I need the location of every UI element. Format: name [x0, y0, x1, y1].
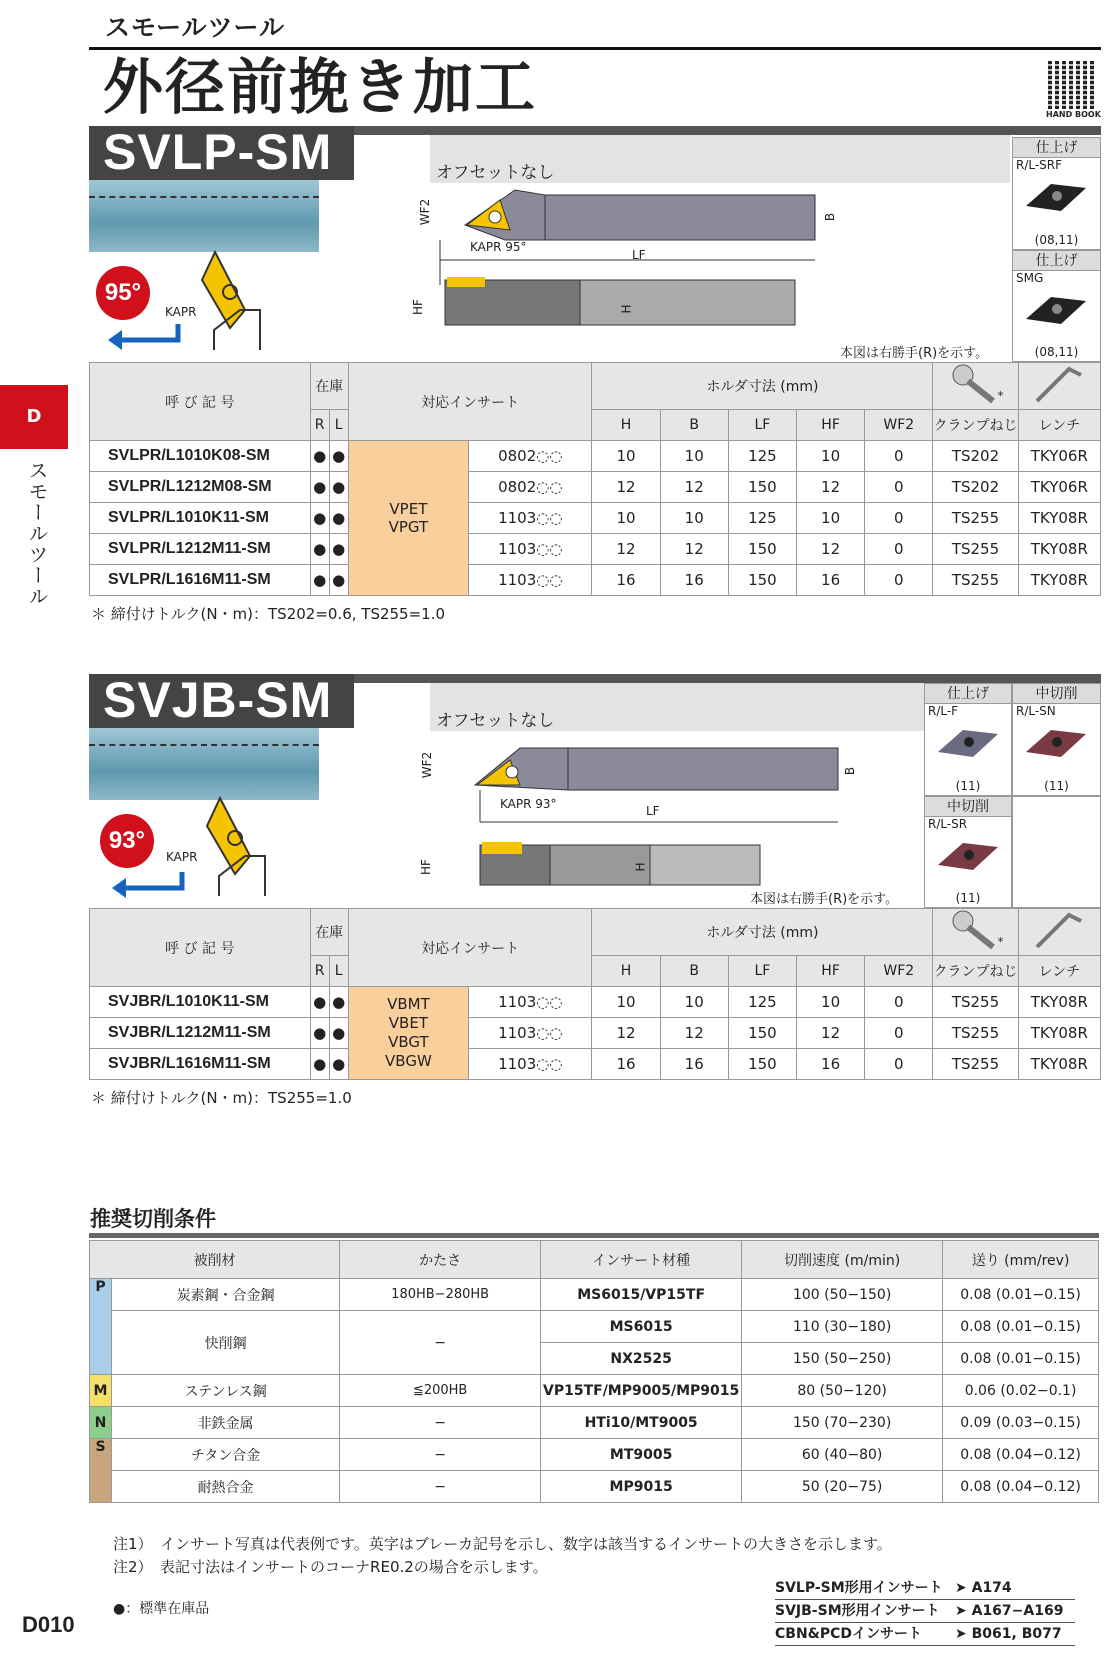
insert-photo-icon — [933, 722, 1003, 762]
category-m: M — [90, 1375, 112, 1407]
clamp-val: TS255 — [933, 534, 1018, 565]
col-b: B — [660, 956, 728, 987]
dim-b-val: 10 — [660, 441, 728, 472]
clamp-val: TS255 — [933, 565, 1018, 596]
dim-h-val: 16 — [592, 1049, 660, 1080]
insert-size-code: 1103◌◌ — [469, 565, 592, 596]
dim-lf: LF — [646, 804, 660, 818]
table-row[interactable] — [90, 1439, 1099, 1471]
material: 炭素鋼・合金鋼 — [112, 1279, 340, 1311]
dim-b: B — [823, 212, 838, 222]
stock-l: ● — [329, 503, 348, 534]
reference-label: CBN&PCDインサート — [775, 1626, 923, 1642]
dim-h-val: 10 — [592, 987, 660, 1018]
stock-r: ● — [310, 534, 329, 565]
col-wrench: レンチ — [1018, 410, 1100, 441]
category-p: P — [90, 1279, 112, 1375]
insert-types: VPET VPGT — [348, 441, 468, 596]
torque-footnote: ＊ 締付けトルク(N・m)：TS202=0.6, TS255=1.0 — [91, 605, 446, 623]
dim-b-val: 12 — [660, 1018, 728, 1049]
wrench-val: TKY08R — [1018, 1049, 1100, 1080]
dim-b-val: 16 — [660, 565, 728, 596]
stock-r: ● — [310, 441, 329, 472]
dim-h-val: 10 — [592, 441, 660, 472]
dim-wf2-val: 0 — [865, 441, 933, 472]
feed: 0.08 (0.04−0.12) — [943, 1471, 1099, 1503]
col-r: R — [310, 410, 329, 441]
hardness: − — [340, 1439, 541, 1471]
dim-hf-val: 10 — [797, 441, 865, 472]
stock-r: ● — [310, 503, 329, 534]
holder-drawing — [405, 185, 845, 355]
hardness: 180HB−280HB — [340, 1279, 541, 1311]
dim-hf-val: 16 — [797, 1049, 865, 1080]
col-speed: 切削速度 (m/min) — [742, 1241, 943, 1279]
stock-l: ● — [329, 987, 348, 1018]
dim-b-val: 10 — [660, 503, 728, 534]
table-row[interactable] — [90, 1311, 1099, 1343]
workpiece-illustration — [89, 728, 319, 800]
dim-lf: LF — [632, 248, 646, 262]
holder-drawing — [420, 740, 860, 900]
dim-wf2-val: 0 — [865, 1049, 933, 1080]
insert-size: (11) — [955, 779, 981, 793]
dim-lf-val: 125 — [728, 503, 796, 534]
table-row[interactable] — [90, 534, 1101, 565]
reference-page: ➤ B061, B077 — [955, 1626, 1062, 1642]
dim-wf2-val: 0 — [865, 1018, 933, 1049]
table-row[interactable] — [90, 1279, 1099, 1311]
insert-types: VBMT VBET VBGT VBGW — [348, 987, 468, 1080]
col-b: B — [660, 410, 728, 441]
feed: 0.08 (0.04−0.12) — [943, 1439, 1099, 1471]
speed: 100 (50−150) — [742, 1279, 943, 1311]
stock-l: ● — [329, 1018, 348, 1049]
insert-size-code: 1103◌◌ — [469, 1018, 592, 1049]
insert-code: R/L-SR — [928, 817, 968, 831]
side-tab-d[interactable]: D — [0, 385, 68, 449]
stock-l: ● — [329, 441, 348, 472]
dim-hf: HF — [410, 299, 425, 315]
wrench-val: TKY08R — [1018, 503, 1100, 534]
centerline — [89, 744, 319, 746]
side-label: スモールツール — [25, 460, 49, 607]
col-wrench: レンチ — [1018, 956, 1100, 987]
conditions-title: 推奨切削条件 — [90, 1207, 216, 1231]
insert-code: R/L-SRF — [1016, 158, 1063, 172]
insert-card[interactable] — [1012, 250, 1101, 362]
handbook-label: HAND BOOK — [1046, 110, 1101, 119]
speed: 150 (50−250) — [742, 1343, 943, 1375]
insert-size-code: 1103◌◌ — [469, 503, 592, 534]
dim-lf-val: 150 — [728, 534, 796, 565]
dim-hf-val: 10 — [797, 987, 865, 1018]
table-row[interactable] — [90, 565, 1101, 596]
model-code: SVLPR/L1010K11-SM — [90, 503, 311, 534]
dim-h-val: 16 — [592, 565, 660, 596]
workpiece-illustration — [89, 180, 319, 252]
stock-r: ● — [310, 565, 329, 596]
table-row[interactable] — [90, 1375, 1099, 1407]
speed: 110 (30−180) — [742, 1311, 943, 1343]
col-l: L — [329, 956, 348, 987]
feed: 0.06 (0.02−0.1) — [943, 1375, 1099, 1407]
empty-card-slot — [1012, 796, 1101, 908]
reference-label: SVJB-SM形用インサート — [775, 1603, 940, 1619]
note-2: 注2） 表記寸法はインサートのコーナRE0.2の場合を示します。 — [113, 1558, 548, 1576]
col-hf: HF — [797, 956, 865, 987]
dim-b: B — [843, 766, 858, 776]
clamp-screw-icon — [933, 363, 1018, 410]
dim-lf-val: 150 — [728, 1018, 796, 1049]
col-wf2: WF2 — [865, 410, 933, 441]
table-row[interactable] — [90, 1471, 1099, 1503]
dim-hf: HF — [418, 859, 433, 875]
col-clamp: クランプねじ — [933, 956, 1018, 987]
dim-lf-val: 150 — [728, 472, 796, 503]
col-model: 呼 び 記 号 — [90, 909, 311, 987]
col-lf: LF — [728, 410, 796, 441]
insert-size-code: 1103◌◌ — [469, 1049, 592, 1080]
col-dims: ホルダ寸法 (mm) — [592, 909, 933, 956]
page-number: D010 — [22, 1612, 75, 1637]
dim-wf2-val: 0 — [865, 534, 933, 565]
dim-hf-val: 12 — [797, 534, 865, 565]
material: 非鉄金属 — [112, 1407, 340, 1439]
col-insert: 対応インサート — [348, 909, 592, 987]
insert-size-code: 1103◌◌ — [469, 987, 592, 1018]
reference-label: SVLP-SM形用インサート — [775, 1580, 943, 1596]
grade: MT9005 — [541, 1439, 742, 1471]
model-code: SVLPR/L1212M08-SM — [90, 472, 311, 503]
conditions-table — [89, 1240, 1099, 1503]
speed: 150 (70−230) — [742, 1407, 943, 1439]
reference-page: ➤ A167−A169 — [955, 1603, 1064, 1619]
insert-size-code: 0802◌◌ — [469, 472, 592, 503]
grade: HTi10/MT9005 — [541, 1407, 742, 1439]
insert-category: 仕上げ — [1013, 251, 1100, 271]
wrench-val: TKY06R — [1018, 472, 1100, 503]
grade: VP15TF/MP9005/MP9015 — [541, 1375, 742, 1407]
reference-link[interactable] — [775, 1600, 1075, 1623]
section-title: SVLP-SM — [89, 126, 354, 180]
torque-footnote: ＊ 締付けトルク(N・m)：TS255=1.0 — [91, 1089, 352, 1107]
clamp-val: TS255 — [933, 987, 1018, 1018]
col-model: 呼 び 記 号 — [90, 363, 311, 441]
wrench-val: TKY06R — [1018, 441, 1100, 472]
star-mark: * — [997, 388, 1004, 403]
section-title: SVJB-SM — [89, 674, 354, 728]
stock-l: ● — [329, 534, 348, 565]
col-l: L — [329, 410, 348, 441]
col-dims: ホルダ寸法 (mm) — [592, 363, 933, 410]
tool-sketch-icon — [200, 250, 290, 360]
hardness: − — [340, 1471, 541, 1503]
reference-page: ➤ A174 — [955, 1580, 1012, 1596]
grade: NX2525 — [541, 1343, 742, 1375]
dim-h-val: 12 — [592, 1018, 660, 1049]
insert-code: R/L-F — [928, 704, 959, 718]
col-hardness: かたさ — [340, 1241, 541, 1279]
dim-h-val: 10 — [592, 503, 660, 534]
insert-card[interactable] — [924, 683, 1012, 796]
dim-b-val: 16 — [660, 1049, 728, 1080]
dim-kapr: KAPR 93° — [500, 797, 557, 811]
table-row[interactable] — [90, 1407, 1099, 1439]
insert-card[interactable] — [1012, 137, 1101, 250]
grade: MP9015 — [541, 1471, 742, 1503]
insert-size-code: 0802◌◌ — [469, 441, 592, 472]
insert-size-code: 1103◌◌ — [469, 534, 592, 565]
wrench-icon — [1018, 363, 1100, 410]
dim-kapr: KAPR 95° — [470, 240, 527, 254]
material: ステンレス鋼 — [112, 1375, 340, 1407]
dim-lf-val: 125 — [728, 441, 796, 472]
col-h: H — [592, 410, 660, 441]
stock-r: ● — [310, 1018, 329, 1049]
qr-code-icon[interactable] — [1048, 61, 1096, 109]
insert-category: 仕上げ — [1013, 138, 1100, 158]
star-mark: * — [997, 934, 1004, 949]
hand-note: 本図は右勝手(R)を示す。 — [840, 346, 989, 361]
tool-sketch-icon — [205, 796, 295, 906]
offset-label: オフセットなし — [436, 163, 555, 183]
table-row[interactable] — [90, 503, 1101, 534]
col-stock: 在庫 — [310, 363, 348, 410]
insert-card[interactable] — [924, 796, 1012, 908]
speed: 80 (50−120) — [742, 1375, 943, 1407]
col-grade: インサート材種 — [541, 1241, 742, 1279]
category-s: S — [90, 1439, 112, 1503]
col-insert: 対応インサート — [348, 363, 592, 441]
table-row[interactable] — [90, 1049, 1101, 1080]
col-stock: 在庫 — [310, 909, 348, 956]
dim-hf-val: 16 — [797, 565, 865, 596]
insert-size: (11) — [1044, 779, 1069, 793]
stock-l: ● — [329, 472, 348, 503]
spec-table — [89, 362, 1101, 596]
dim-b-val: 12 — [660, 472, 728, 503]
model-code: SVLPR/L1010K08-SM — [90, 441, 311, 472]
wrench-icon — [1018, 909, 1100, 956]
dim-b-val: 10 — [660, 987, 728, 1018]
feed: 0.08 (0.01−0.15) — [943, 1343, 1099, 1375]
clamp-val: TS255 — [933, 503, 1018, 534]
wrench-val: TKY08R — [1018, 1018, 1100, 1049]
insert-code: R/L-SN — [1016, 704, 1056, 718]
material: 耐熱合金 — [112, 1471, 340, 1503]
wrench-val: TKY08R — [1018, 534, 1100, 565]
insert-card[interactable] — [1012, 683, 1101, 796]
header-rule — [89, 47, 1101, 50]
dim-h: H — [633, 862, 648, 872]
kapr-label: KAPR — [166, 850, 198, 864]
wrench-val: TKY08R — [1018, 565, 1100, 596]
col-feed: 送り (mm/rev) — [943, 1241, 1099, 1279]
feed-arrow-icon — [106, 322, 186, 352]
dim-wf2: WF2 — [418, 198, 433, 226]
speed: 50 (20−75) — [742, 1471, 943, 1503]
clamp-val: TS255 — [933, 1049, 1018, 1080]
stock-l: ● — [329, 1049, 348, 1080]
clamp-val: TS202 — [933, 441, 1018, 472]
insert-photo-icon — [933, 835, 1003, 875]
hardness: − — [340, 1311, 541, 1375]
stock-r: ● — [310, 472, 329, 503]
dim-wf2: WF2 — [420, 751, 435, 779]
insert-category: 仕上げ — [925, 684, 1011, 704]
dim-hf-val: 12 — [797, 1018, 865, 1049]
grade: MS6015 — [541, 1311, 742, 1343]
dim-wf2-val: 0 — [865, 565, 933, 596]
stock-r: ● — [310, 987, 329, 1018]
centerline — [89, 196, 319, 198]
note-1: 注1） インサート写真は代表例です。英字はブレーカ記号を示し、数字は該当するインサートの大きさを示します。 — [113, 1535, 892, 1553]
col-material: 被削材 — [90, 1241, 340, 1279]
feed: 0.08 (0.01−0.15) — [943, 1279, 1099, 1311]
dim-lf-val: 150 — [728, 565, 796, 596]
hand-note: 本図は右勝手(R)を示す。 — [750, 892, 899, 907]
col-h: H — [592, 956, 660, 987]
feed: 0.08 (0.01−0.15) — [943, 1311, 1099, 1343]
material: 快削鋼 — [112, 1311, 340, 1375]
hardness: ≦200HB — [340, 1375, 541, 1407]
dim-lf-val: 125 — [728, 987, 796, 1018]
clamp-screw-icon — [933, 909, 1018, 956]
dim-lf-val: 150 — [728, 1049, 796, 1080]
model-code: SVLPR/L1212M11-SM — [90, 534, 311, 565]
col-r: R — [310, 956, 329, 987]
stock-l: ● — [329, 565, 348, 596]
kapr-angle-badge: 93° — [100, 814, 154, 868]
dim-wf2-val: 0 — [865, 987, 933, 1018]
insert-photo-icon — [1021, 176, 1091, 216]
dim-wf2-val: 0 — [865, 503, 933, 534]
model-code: SVLPR/L1616M11-SM — [90, 565, 311, 596]
insert-category: 中切削 — [1013, 684, 1100, 704]
col-lf: LF — [728, 956, 796, 987]
insert-category: 中切削 — [925, 797, 1011, 817]
reference-link[interactable] — [775, 1577, 1075, 1600]
model-code: SVJBR/L1212M11-SM — [90, 1018, 311, 1049]
dim-wf2-val: 0 — [865, 472, 933, 503]
table-row[interactable] — [90, 441, 1101, 472]
category-n: N — [90, 1407, 112, 1439]
spec-table — [89, 908, 1101, 1080]
clamp-val: TS255 — [933, 1018, 1018, 1049]
insert-size: (11) — [955, 891, 981, 905]
dim-hf-val: 10 — [797, 503, 865, 534]
insert-code: SMG — [1016, 271, 1044, 285]
kapr-angle-badge: 95° — [96, 266, 150, 320]
table-row[interactable] — [90, 1018, 1101, 1049]
table-row[interactable] — [90, 987, 1101, 1018]
dim-hf-val: 12 — [797, 472, 865, 503]
insert-photo-icon — [1021, 289, 1091, 329]
kapr-label: KAPR — [165, 305, 197, 319]
material: チタン合金 — [112, 1439, 340, 1471]
feed-arrow-icon — [110, 870, 190, 900]
wrench-val: TKY08R — [1018, 987, 1100, 1018]
reference-link[interactable] — [775, 1623, 1075, 1646]
hardness: − — [340, 1407, 541, 1439]
col-hf: HF — [797, 410, 865, 441]
col-clamp: クランプねじ — [933, 410, 1018, 441]
dim-h: H — [619, 304, 634, 314]
dim-b-val: 12 — [660, 534, 728, 565]
col-wf2: WF2 — [865, 956, 933, 987]
model-code: SVJBR/L1616M11-SM — [90, 1049, 311, 1080]
insert-photo-icon — [1021, 722, 1091, 762]
stock-legend: ●：標準在庫品 — [113, 1601, 210, 1617]
grade: MS6015/VP15TF — [541, 1279, 742, 1311]
feed: 0.09 (0.03−0.15) — [943, 1407, 1099, 1439]
insert-references — [775, 1577, 1075, 1646]
page-title: 外径前挽き加工 — [103, 53, 537, 123]
table-row[interactable] — [90, 472, 1101, 503]
speed: 60 (40−80) — [742, 1439, 943, 1471]
dim-h-val: 12 — [592, 472, 660, 503]
insert-size: (08,11) — [1034, 233, 1079, 247]
stock-r: ● — [310, 1049, 329, 1080]
conditions-rule — [89, 1233, 1099, 1238]
insert-size: (08,11) — [1034, 345, 1079, 359]
page-subtitle: スモールツール — [105, 13, 286, 42]
model-code: SVJBR/L1010K11-SM — [90, 987, 311, 1018]
clamp-val: TS202 — [933, 472, 1018, 503]
offset-label: オフセットなし — [436, 711, 555, 731]
dim-h-val: 12 — [592, 534, 660, 565]
